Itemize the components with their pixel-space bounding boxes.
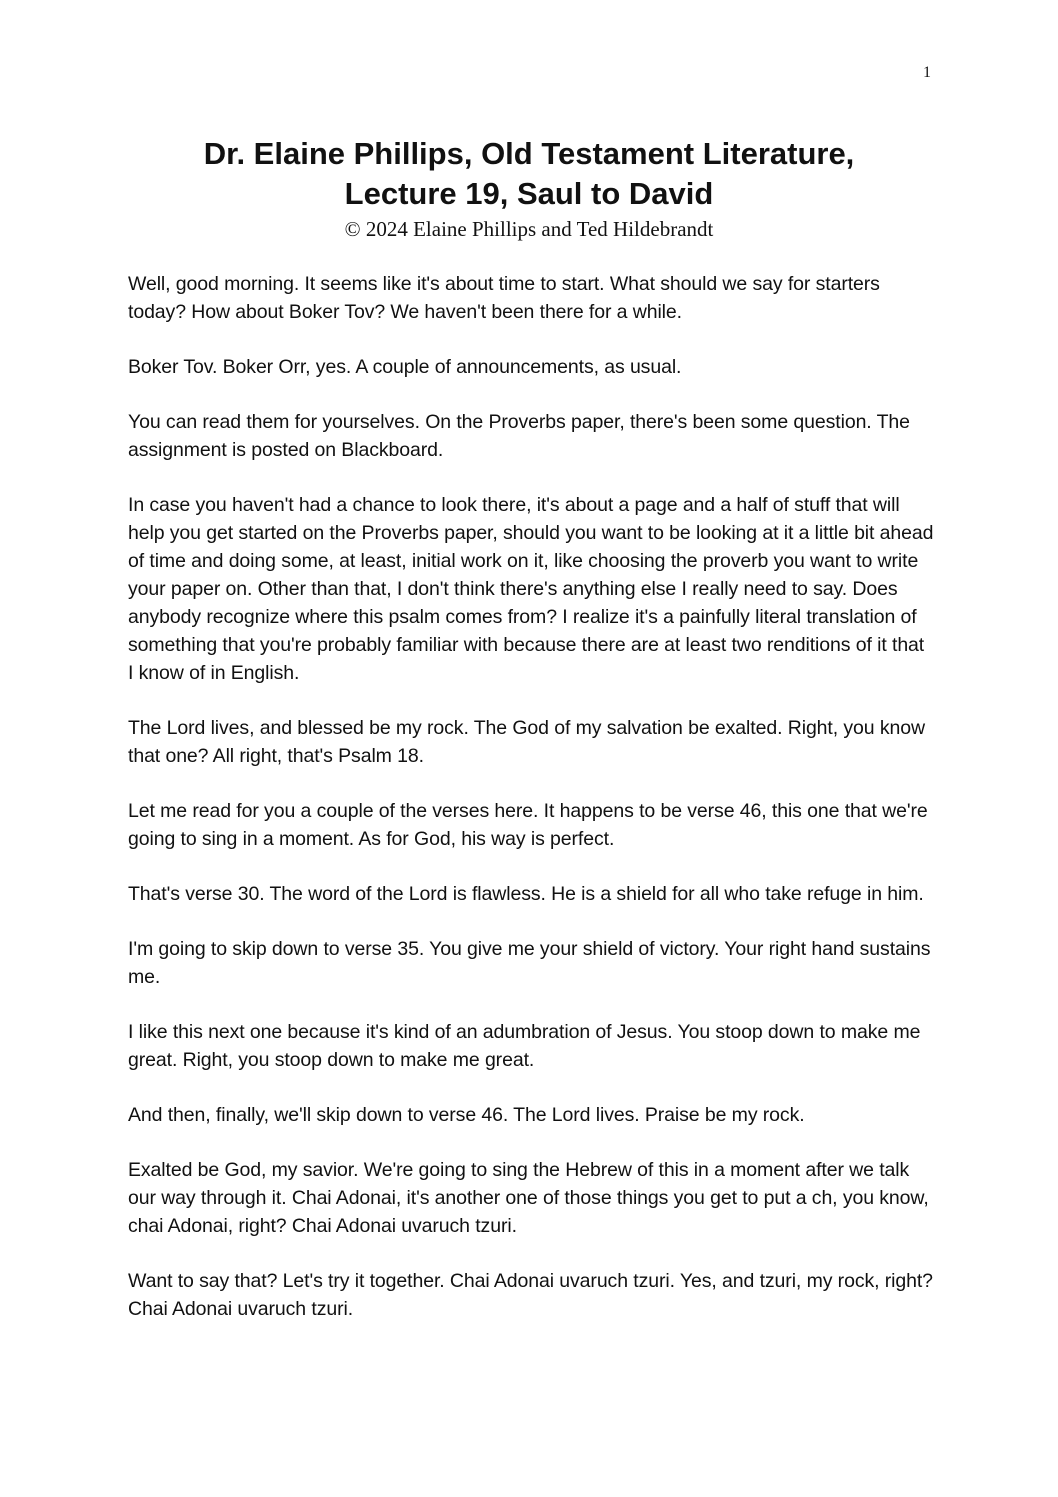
paragraph: That's verse 30. The word of the Lord is flawless. He is a shield for all who take refuge in him. (128, 883, 924, 905)
copyright-notice: © 2024 Elaine Phillips and Ted Hildebrandt (344, 217, 714, 241)
paragraph: Let me read for you a couple of the verses here. It happens to be verse 46, this one that we're going to sing in a moment. As for God, his way is perfect. (128, 800, 928, 850)
paragraph: I like this next one because it's kind of an adumbration of Jesus. You stoop down to make me great. Right, you stoop down to make me great. (128, 1021, 921, 1071)
title-line-1: Dr. Elaine Phillips, Old Testament Literature, (203, 136, 855, 171)
document-header (128, 134, 930, 242)
transcript-body (128, 270, 934, 1350)
paragraph: You can read them for yourselves. On the Proverbs paper, there's been some question. The assignment is posted on Blackboard. (128, 411, 910, 461)
paragraph: In case you haven't had a chance to look there, it's about a page and a half of stuff that will help you get started on the Proverbs paper, should you want to be looking at it a little bit ahead of time and doing some, at least, initial work on it, like choosing the proverb you want to write your paper on. Other than that, I don't think there's anything else I really need to say. Does anybody recognize where this psalm comes from? I realize it's a painfully literal translation of something that you're probably familiar with because there are at least two renditions of it that I know of in English. (128, 494, 934, 684)
paragraph: Well, good morning. It seems like it's about time to start. What should we say for starters today? How about Boker Tov? We haven't been there for a while. (128, 273, 880, 323)
paragraph: And then, finally, we'll skip down to verse 46. The Lord lives. Praise be my rock. (128, 1104, 805, 1126)
paragraph: Exalted be God, my savior. We're going to sing the Hebrew of this in a moment after we talk our way through it. Chai Adonai, it's another one of those things you get to put a ch, you know, chai Adonai, right? Chai Adonai uvaruch tzuri. (128, 1159, 929, 1237)
page-number: 1 (923, 64, 931, 81)
document-title (128, 134, 930, 214)
paragraph: Want to say that? Let's try it together. Chai Adonai uvaruch tzuri. Yes, and tzuri, my rock, right? Chai Adonai uvaruch tzuri. (128, 1270, 933, 1320)
paragraph: I'm going to skip down to verse 35. You give me your shield of victory. Your right hand sustains me. (128, 938, 931, 988)
paragraph: Boker Tov. Boker Orr, yes. A couple of announcements, as usual. (128, 356, 682, 378)
title-line-2: Lecture 19, Saul to David (344, 176, 714, 211)
paragraph: The Lord lives, and blessed be my rock. The God of my salvation be exalted. Right, you know that one? All right, that's Psalm 18. (128, 717, 925, 767)
